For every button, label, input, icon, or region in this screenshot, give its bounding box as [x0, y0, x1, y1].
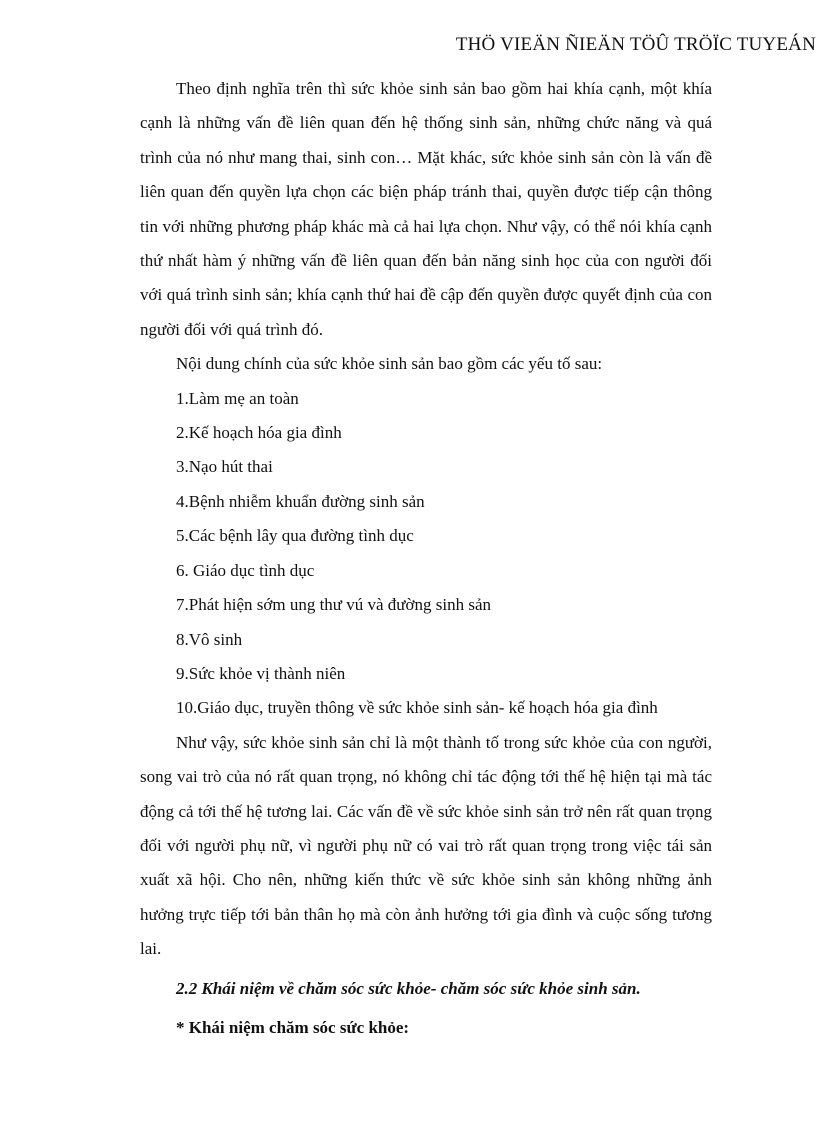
list-item: 7.Phát hiện sớm ung thư vú và đường sinh sản: [176, 595, 492, 615]
document-body: [140, 72, 712, 1045]
subsection-heading: * Khái niệm chăm sóc sức khỏe:: [176, 1017, 410, 1037]
content-list: [140, 382, 712, 726]
paragraph-conclusion: Như vậy, sức khỏe sinh sản chỉ là một thành tố trong sức khỏe của con người, song vai trò của nó rất quan trọng, nó không chỉ tác động tới thế hệ hiện tại mà tác động cả tới thế hệ tương lai. Các vấn đề về sức khỏe sinh sản trở nên rất quan trọng đối với người phụ nữ, vì người phụ nữ có vai trò rất quan trọng trong việc tái sản xuất xã hội. Cho nên, những kiến thức về sức khỏe sinh sản không những ảnh hưởng trực tiếp tới bản thân họ mà còn ảnh hưởng tới gia đình và cuộc sống tương lai.: [140, 732, 712, 959]
paragraph-definition: Theo định nghĩa trên thì sức khỏe sinh sản bao gồm hai khía cạnh, một khía cạnh là những vấn đề liên quan đến hệ thống sinh sản, những chức năng và quá trình của nó như mang thai, sinh con… Mặt khác, sức khỏe sinh sản còn là vấn đề liên quan đến quyền lựa chọn các biện pháp tránh thai, quyền được tiếp cận thông tin với những phương pháp khác mà cả hai lựa chọn. Như vậy, có thể nói khía cạnh thứ nhất hàm ý những vấn đề liên quan đến bản năng sinh học của con người đối với quá trình sinh sản; khía cạnh thứ hai đề cập đến quyền được quyết định của con người đối với quá trình đó.: [140, 79, 712, 339]
list-item: 1.Làm mẹ an toàn: [176, 388, 299, 408]
list-item: 9.Sức khỏe vị thành niên: [176, 663, 346, 683]
list-item: 6. Giáo dục tình dục: [176, 560, 315, 580]
list-item: 3.Nạo hút thai: [176, 457, 273, 477]
section-heading: 2.2 Khái niệm về chăm sóc sức khỏe- chăm sóc sức khỏe sinh sản.: [176, 978, 641, 998]
list-item: 4.Bệnh nhiễm khuẩn đường sinh sản: [176, 491, 425, 511]
list-item: 2.Kế hoạch hóa gia đình: [176, 423, 342, 443]
list-item: 10.Giáo dục, truyền thông về sức khỏe sinh sản- kế hoạch hóa gia đình: [176, 698, 658, 718]
list-item: 5.Các bệnh lây qua đường tình dục: [176, 526, 414, 546]
list-item: 8.Vô sinh: [176, 629, 243, 649]
paragraph-intro: Nội dung chính của sức khỏe sinh sản bao gồm các yếu tố sau:: [176, 354, 603, 374]
page-header-title: THÖ VIEÄN ÑIEÄN TÖÛ TRÖÏC TUYEÁN: [455, 34, 816, 55]
